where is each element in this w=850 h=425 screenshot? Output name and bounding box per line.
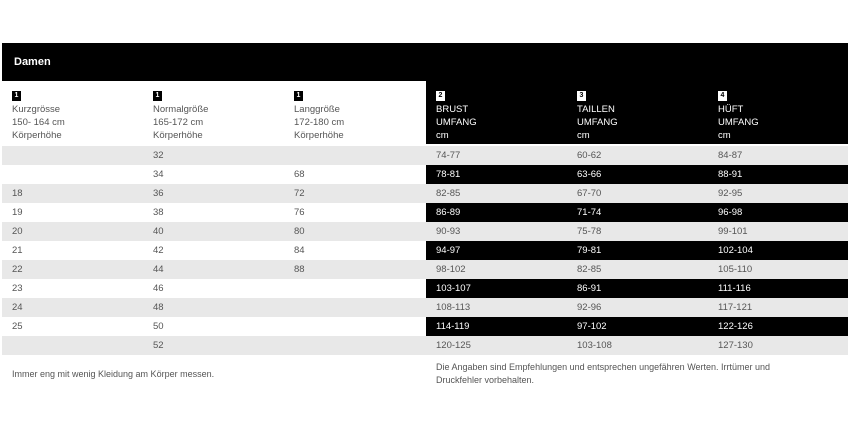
cell-taille: 92-96 xyxy=(577,302,602,313)
cell-huefte: 105-110 xyxy=(718,264,753,275)
cell-lang: 80 xyxy=(294,226,305,237)
cell-taille: 97-102 xyxy=(577,321,607,332)
cell-normal: 40 xyxy=(153,226,164,237)
cell-huefte: 127-130 xyxy=(718,340,753,351)
cell-normal: 32 xyxy=(153,150,164,161)
header-line: cm xyxy=(436,130,449,141)
header-line: Körperhöhe xyxy=(294,130,344,141)
cell-kurz: 18 xyxy=(12,188,23,199)
cell-kurz: 22 xyxy=(12,264,23,275)
header-line: TAILLEN xyxy=(577,104,615,115)
column-number-badge: 3 xyxy=(577,91,586,101)
cell-normal: 46 xyxy=(153,283,164,294)
header-line: Langgröße xyxy=(294,104,340,115)
cell-brust: 74-77 xyxy=(436,150,461,161)
cell-taille: 67-70 xyxy=(577,188,602,199)
footer-note-disclaimer xyxy=(436,361,770,387)
cell-lang: 84 xyxy=(294,245,305,256)
header-right-area xyxy=(426,81,848,144)
header-normalgroesse xyxy=(153,88,208,142)
header-line: cm xyxy=(577,130,590,141)
cell-huefte: 88-91 xyxy=(718,169,743,180)
column-number-badge: 1 xyxy=(12,91,21,101)
cell-huefte: 84-87 xyxy=(718,150,743,161)
header-line: HÜFT xyxy=(718,104,744,115)
cell-huefte: 92-95 xyxy=(718,188,743,199)
cell-taille: 75-78 xyxy=(577,226,602,237)
cell-brust: 108-113 xyxy=(436,302,471,313)
header-taillenumfang xyxy=(577,88,618,142)
cell-lang: 72 xyxy=(294,188,305,199)
cell-kurz: 19 xyxy=(12,207,23,218)
cell-normal: 42 xyxy=(153,245,164,256)
header-line: Kurzgrösse xyxy=(12,104,61,115)
cell-taille: 79-81 xyxy=(577,245,602,256)
table-row xyxy=(2,184,848,203)
cell-normal: 36 xyxy=(153,188,164,199)
table-row xyxy=(2,203,848,222)
cell-brust: 114-119 xyxy=(436,321,470,332)
cell-brust: 82-85 xyxy=(436,188,461,199)
cell-huefte: 96-98 xyxy=(718,207,743,218)
table-row xyxy=(2,165,848,184)
cell-brust: 94-97 xyxy=(436,245,461,256)
cell-huefte: 99-101 xyxy=(718,226,748,237)
header-line: Normalgröße xyxy=(153,104,209,115)
header-line: Körperhöhe xyxy=(153,130,203,141)
table-row xyxy=(2,146,848,165)
cell-normal: 38 xyxy=(153,207,164,218)
column-number-badge: 4 xyxy=(718,91,727,101)
cell-huefte: 102-104 xyxy=(718,245,753,256)
cell-kurz: 21 xyxy=(12,245,23,256)
table-row xyxy=(2,298,848,317)
header-line: 165-172 cm xyxy=(153,117,204,128)
cell-taille: 60-62 xyxy=(577,150,602,161)
header-line: 150- 164 cm xyxy=(12,117,65,128)
cell-brust: 86-89 xyxy=(436,207,461,218)
header-left-area xyxy=(2,81,426,144)
footer-note-measure: Immer eng mit wenig Kleidung am Körper messen. xyxy=(12,369,215,379)
table-title-bar xyxy=(2,43,848,81)
cell-taille: 82-85 xyxy=(577,264,602,275)
header-brustumfang xyxy=(436,88,477,142)
table-title: Damen xyxy=(14,56,51,68)
cell-brust: 90-93 xyxy=(436,226,461,237)
header-hueftumfang xyxy=(718,88,759,142)
header-line: BRUST xyxy=(436,104,469,115)
footer-note-line: Druckfehler vorbehalten. xyxy=(436,375,535,385)
cell-normal: 34 xyxy=(153,169,164,180)
cell-kurz: 24 xyxy=(12,302,23,313)
header-langgroesse xyxy=(294,88,344,142)
cell-kurz: 20 xyxy=(12,226,23,237)
cell-lang: 76 xyxy=(294,207,305,218)
column-number-badge: 1 xyxy=(153,91,162,101)
cell-brust: 78-81 xyxy=(436,169,461,180)
header-line: UMFANG xyxy=(718,117,759,128)
header-line: cm xyxy=(718,130,731,141)
cell-taille: 86-91 xyxy=(577,283,602,294)
cell-huefte: 122-126 xyxy=(718,321,753,332)
cell-brust: 120-125 xyxy=(436,340,471,351)
cell-normal: 52 xyxy=(153,340,164,351)
footer-note-line: Die Angaben sind Empfehlungen und entsprechen ungefähren Werten. Irrtümer und xyxy=(436,362,771,372)
cell-huefte: 111-116 xyxy=(718,283,751,294)
cell-taille: 63-66 xyxy=(577,169,602,180)
cell-huefte: 117-121 xyxy=(718,302,753,313)
table-row xyxy=(2,260,848,279)
table-row xyxy=(2,336,848,355)
cell-lang: 88 xyxy=(294,264,305,275)
header-line: UMFANG xyxy=(577,117,618,128)
header-kurzgroesse xyxy=(12,88,65,142)
cell-taille: 71-74 xyxy=(577,207,602,218)
header-line: Körperhöhe xyxy=(12,130,62,141)
table-row xyxy=(2,222,848,241)
cell-taille: 103-108 xyxy=(577,340,612,351)
cell-brust: 103-107 xyxy=(436,283,471,294)
column-number-badge: 2 xyxy=(436,91,445,101)
table-row xyxy=(2,317,848,336)
cell-kurz: 25 xyxy=(12,321,23,332)
table-row xyxy=(2,241,848,260)
cell-normal: 44 xyxy=(153,264,164,275)
column-number-badge: 1 xyxy=(294,91,303,101)
cell-lang: 68 xyxy=(294,169,305,180)
cell-normal: 50 xyxy=(153,321,164,332)
table-row xyxy=(2,279,848,298)
header-line: 172-180 cm xyxy=(294,117,345,128)
cell-brust: 98-102 xyxy=(436,264,466,275)
cell-normal: 48 xyxy=(153,302,164,313)
header-line: UMFANG xyxy=(436,117,477,128)
cell-kurz: 23 xyxy=(12,283,23,294)
